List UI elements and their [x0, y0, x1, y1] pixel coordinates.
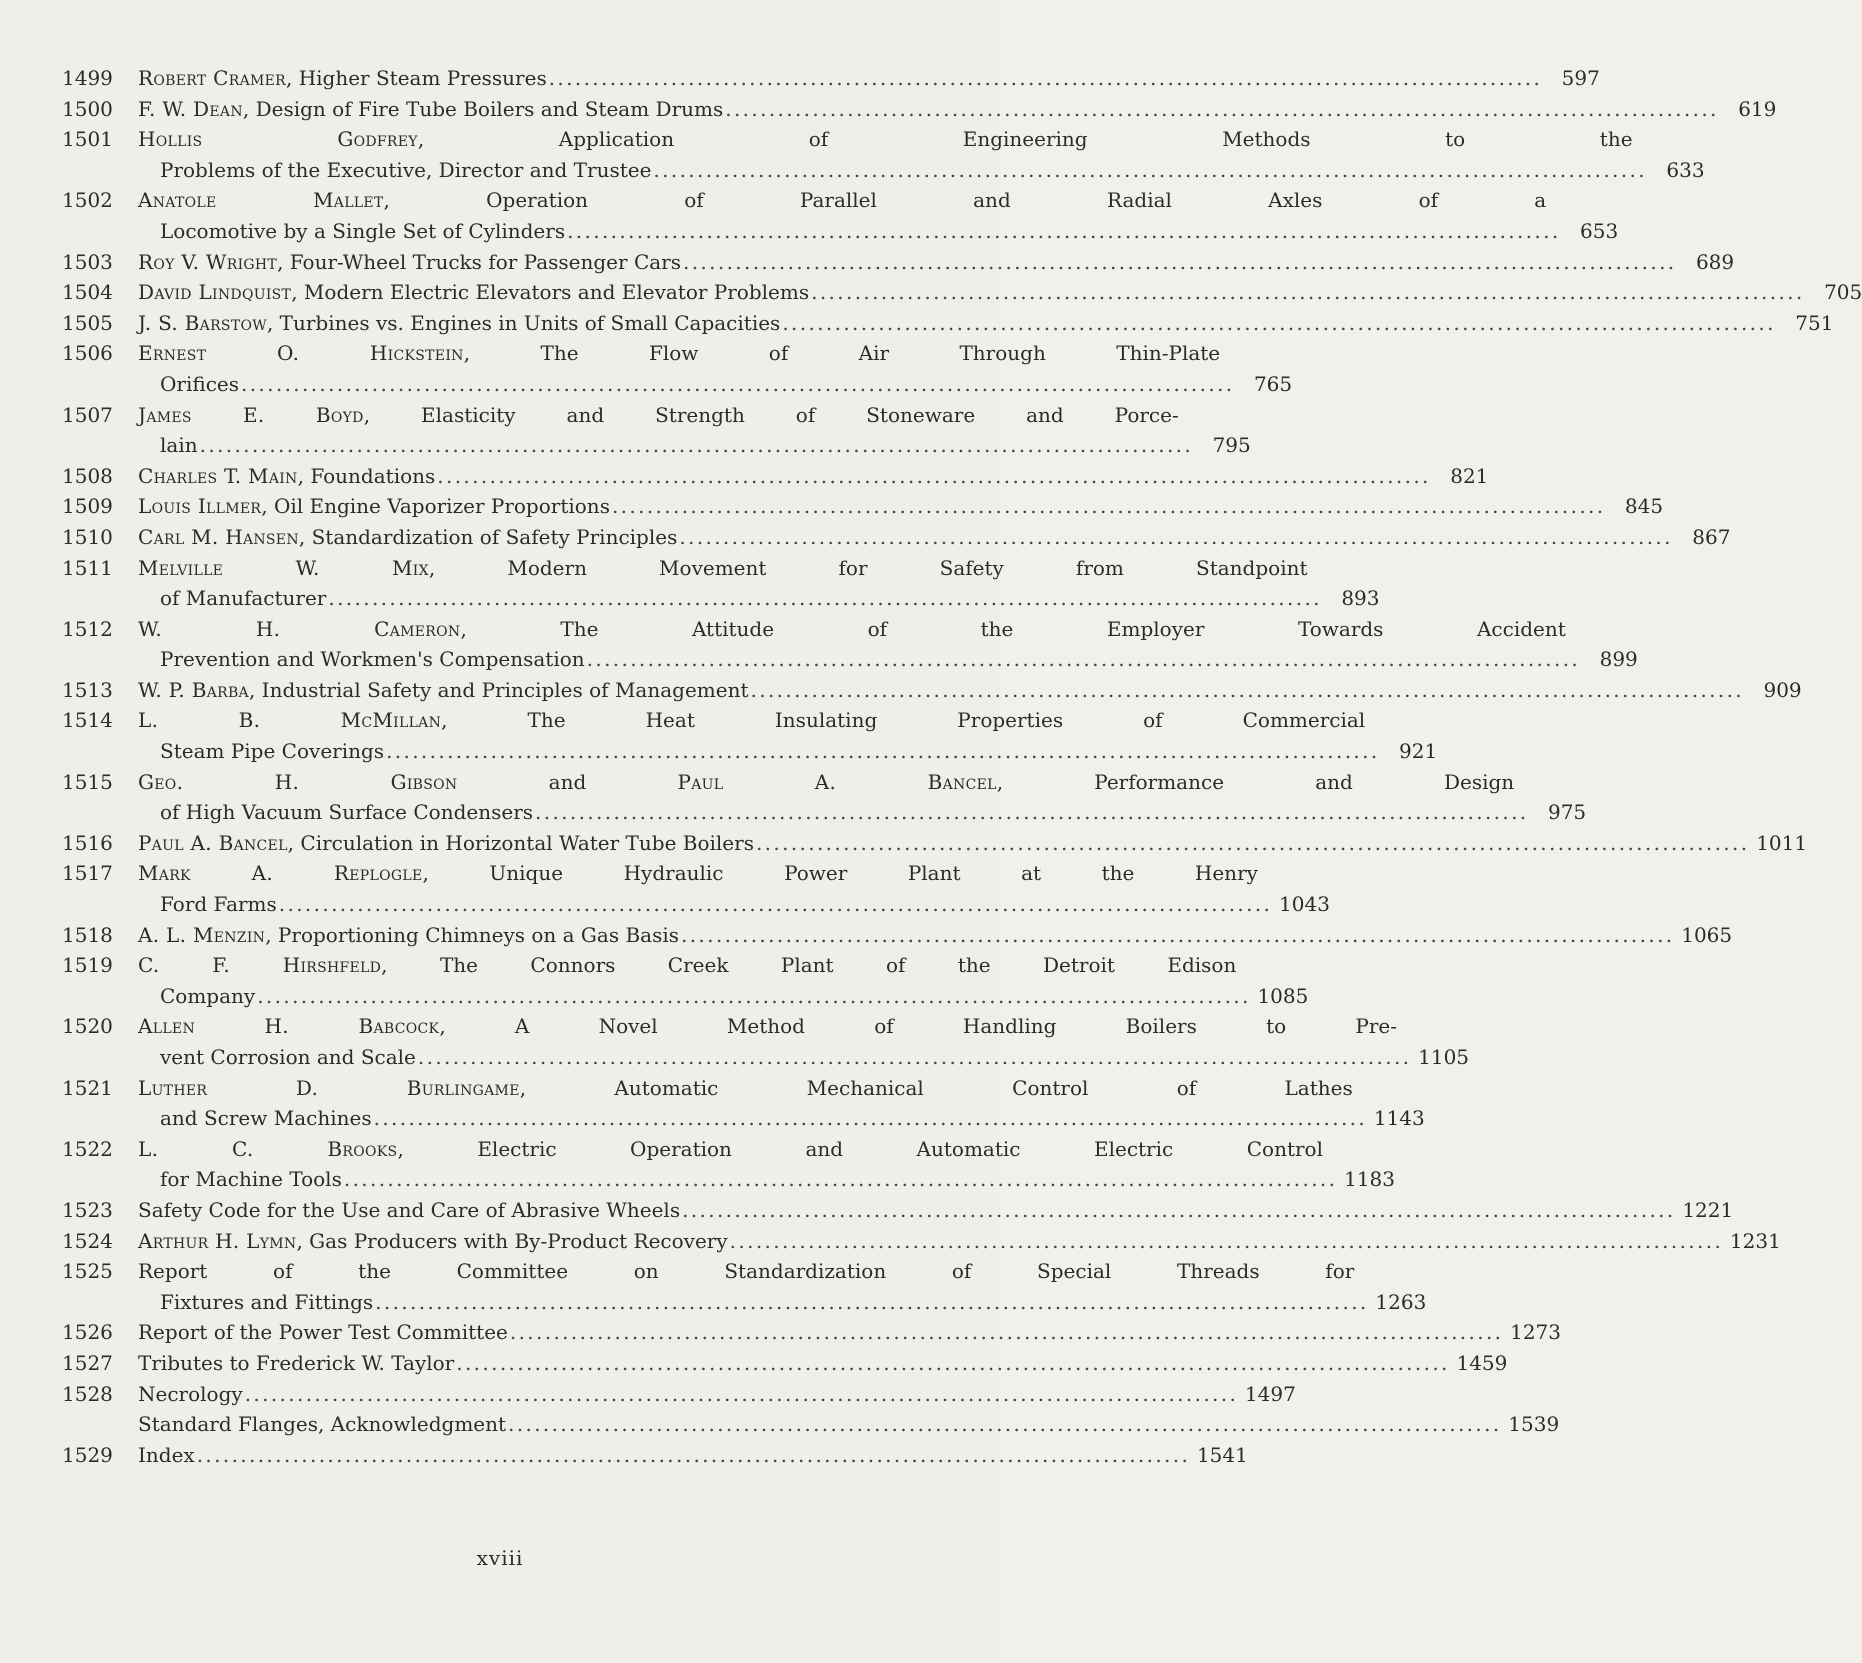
dot-leader — [510, 1317, 1499, 1348]
entry-title-line — [138, 1379, 1296, 1410]
entry-title-line — [138, 400, 1251, 431]
entry-title: for Machine Tools — [160, 1167, 342, 1192]
entry-title: , Modern Electric Elevators and Elevator Problems — [291, 280, 810, 305]
toc-entry — [62, 338, 1293, 399]
toc-entry — [62, 1011, 1470, 1072]
entry-number: 1507 — [62, 402, 113, 427]
entry-number: 1506 — [62, 341, 113, 366]
entry-body — [138, 705, 1437, 766]
entry-title-line — [138, 1317, 1561, 1348]
toc-entry — [62, 1226, 1781, 1257]
entry-body — [138, 858, 1330, 919]
toc-entry — [62, 277, 1862, 308]
toc-entry — [62, 920, 1733, 951]
entry-number: 1525 — [62, 1259, 113, 1284]
entry-number: 1505 — [62, 310, 113, 335]
toc-entry — [62, 1348, 1508, 1379]
dot-leader — [328, 583, 1317, 614]
entry-author: L. B. McMillan — [138, 708, 442, 733]
toc-entry — [62, 1409, 1560, 1440]
entry-page-number: 1143 — [1373, 1106, 1425, 1131]
toc-entry — [62, 675, 1802, 706]
entry-title: Steam Pipe Coverings — [160, 739, 385, 764]
entry-page-number: 1183 — [1344, 1167, 1395, 1192]
entry-body — [138, 553, 1380, 614]
dot-leader — [508, 1409, 1497, 1440]
entry-author: Mark A. Replogle — [138, 861, 423, 886]
toc-entry — [62, 767, 1587, 828]
entry-author: Ernest O. Hickstein — [138, 341, 464, 366]
entry-title: Index — [138, 1442, 195, 1467]
dot-leader — [375, 1287, 1364, 1318]
toc-entry — [62, 461, 1489, 492]
toc-entry — [62, 63, 1600, 94]
entry-number: 1519 — [62, 953, 113, 978]
entry-page-number: 597 — [1561, 66, 1600, 90]
entry-title-continuation — [138, 1164, 1395, 1195]
entry-title: Standard Flanges, Acknowledgment — [138, 1412, 507, 1437]
entry-number: 1529 — [62, 1442, 113, 1467]
entry-body — [138, 1195, 1733, 1226]
entry-number: 1527 — [62, 1350, 113, 1375]
entry-page-number: 821 — [1450, 463, 1489, 488]
toc-entry — [62, 400, 1251, 461]
entry-title: of Manufacturer — [160, 586, 327, 611]
entry-title: Safety Code for the Use and Care of Abrasive Wheels — [138, 1197, 681, 1222]
entry-title-line — [138, 858, 1330, 889]
entry-title-line — [138, 461, 1488, 492]
entry-page-number: 619 — [1738, 96, 1777, 121]
entry-body — [138, 1226, 1781, 1257]
entry-body — [138, 828, 1807, 859]
entry-title-line — [138, 1134, 1395, 1165]
entry-page-number: 867 — [1692, 524, 1731, 549]
entry-title: Orifices — [160, 371, 239, 396]
entry-title: Tributes to Frederick W. Taylor — [138, 1350, 455, 1375]
toc-entry — [62, 124, 1705, 185]
entry-page-number: 1105 — [1418, 1045, 1470, 1069]
entry-title: , Proportioning Chimneys on a Gas Basis — [265, 922, 679, 947]
toc-entry — [62, 858, 1330, 919]
dot-leader — [437, 461, 1426, 492]
entry-title: , The Attitude of the Employer Towards Accident — [460, 616, 1566, 641]
entry-title-continuation — [138, 216, 1618, 247]
entry-author: Louis Illmer — [138, 494, 262, 519]
entry-number: 1510 — [62, 524, 113, 549]
entry-title-line — [138, 705, 1437, 736]
dot-leader — [279, 889, 1268, 920]
dot-leader — [681, 920, 1670, 951]
entry-page-number: 1065 — [1681, 922, 1733, 947]
dot-leader — [374, 1103, 1363, 1134]
entry-title-line — [138, 767, 1586, 798]
entry-page-number: 689 — [1695, 249, 1735, 274]
entry-title: Locomotive by a Single Set of Cylinders — [160, 218, 566, 243]
entry-author: A. L. Menzin — [138, 922, 266, 947]
entry-title-line — [138, 675, 1802, 706]
entry-number: 1513 — [62, 677, 113, 702]
entry-title-line — [138, 1011, 1469, 1042]
toc-entry — [62, 614, 1638, 675]
entry-number: 1502 — [62, 188, 113, 213]
entry-title-line — [138, 277, 1862, 308]
entry-author: Arthur H. Lymn — [138, 1228, 297, 1253]
entry-body — [138, 1317, 1561, 1348]
entry-title-line — [138, 950, 1308, 981]
entry-page-number: 1085 — [1257, 983, 1309, 1008]
entry-author: W. P. Barba — [138, 677, 249, 702]
entry-title: , Automatic Mechanical Control of Lathes — [519, 1075, 1353, 1100]
entry-author: David Lindquist — [138, 280, 292, 305]
entry-author: Anatole Mallet — [138, 188, 384, 213]
toc-entry — [62, 247, 1735, 278]
toc-entry — [62, 94, 1777, 125]
entry-page-number: 1263 — [1375, 1289, 1427, 1314]
entry-body — [138, 1409, 1559, 1440]
dot-leader — [751, 675, 1740, 706]
entry-title-line — [138, 1440, 1248, 1471]
entry-title-line — [138, 124, 1705, 155]
entry-title-line — [138, 1348, 1507, 1379]
entry-page-number: 921 — [1399, 739, 1438, 764]
entry-title: and Screw Machines — [160, 1106, 372, 1131]
toc-entry — [62, 553, 1380, 614]
entry-title: , Circulation in Horizontal Water Tube Boilers — [287, 830, 754, 855]
entry-body — [138, 920, 1732, 951]
entry-title-continuation — [138, 644, 1638, 675]
dot-leader — [756, 828, 1745, 859]
entry-title: lain — [160, 433, 198, 458]
entry-body — [138, 94, 1776, 125]
entry-number: 1524 — [62, 1228, 113, 1253]
entry-title: , The Connors Creek Plant of the Detroit Edison — [381, 953, 1237, 978]
dot-leader — [653, 155, 1642, 186]
entry-number: 1500 — [62, 96, 113, 121]
entry-author: W. H. Cameron — [138, 616, 461, 641]
entry-number: 1516 — [62, 830, 113, 855]
entry-number: 1521 — [62, 1075, 113, 1100]
entry-title: , Four-Wheel Trucks for Passenger Cars — [277, 249, 681, 274]
dot-leader — [241, 369, 1230, 400]
entry-number: 1499 — [62, 66, 113, 90]
entry-number: 1518 — [62, 922, 113, 947]
entry-body — [138, 675, 1802, 706]
entry-body — [138, 63, 1600, 94]
toc-entry — [62, 1317, 1562, 1348]
entry-body — [138, 277, 1862, 308]
entry-title-line — [138, 185, 1618, 216]
entry-title-continuation — [138, 1103, 1425, 1134]
dot-leader — [782, 308, 1771, 339]
entry-page-number: 1539 — [1508, 1412, 1560, 1437]
entry-author: Charles T. Main — [138, 463, 298, 488]
entry-body — [138, 950, 1308, 1011]
dot-leader — [200, 430, 1189, 461]
entry-page-number: 1231 — [1729, 1228, 1781, 1253]
entry-title: , Standardization of Safety Principles — [298, 524, 678, 549]
toc-entry — [62, 522, 1731, 553]
toc-entry — [62, 828, 1808, 859]
entry-page-number: 795 — [1212, 433, 1251, 458]
entry-body — [138, 308, 1833, 339]
entry-page-number: 751 — [1795, 310, 1834, 335]
entry-number: 1509 — [62, 494, 113, 519]
dot-leader — [682, 1195, 1671, 1226]
entry-body — [138, 1379, 1296, 1410]
entry-page-number: 653 — [1580, 218, 1619, 243]
dot-leader — [257, 981, 1246, 1012]
entry-title-continuation — [138, 981, 1308, 1012]
dot-leader — [197, 1440, 1186, 1471]
entry-title-line — [138, 247, 1734, 278]
entry-body — [138, 185, 1618, 246]
entry-title: , Performance and Design — [996, 769, 1515, 794]
entry-number: 1520 — [62, 1014, 113, 1039]
dot-leader — [612, 491, 1601, 522]
dot-leader — [549, 63, 1538, 94]
entry-title-line — [138, 491, 1663, 522]
dot-leader — [386, 736, 1375, 767]
dot-leader — [587, 644, 1576, 675]
entry-title-line — [138, 614, 1638, 645]
entry-title-line — [138, 920, 1732, 951]
entry-title-line — [138, 63, 1600, 94]
entry-number: 1512 — [62, 616, 113, 641]
entry-author: Melville W. Mix — [138, 555, 429, 580]
entry-title: , Unique Hydraulic Power Plant at the Henry — [422, 861, 1258, 886]
entry-title: Problems of the Executive, Director and Trustee — [160, 157, 652, 182]
entry-title: , Foundations — [297, 463, 436, 488]
entry-title-line — [138, 553, 1380, 584]
entry-page-number: 1011 — [1756, 830, 1808, 855]
entry-author: Carl M. Hansen — [138, 524, 299, 549]
entry-number: 1511 — [62, 555, 113, 580]
entry-number: 1528 — [62, 1381, 113, 1406]
entry-title-line — [138, 1256, 1426, 1287]
entry-page-number: 909 — [1763, 677, 1802, 702]
entry-number: 1522 — [62, 1136, 113, 1161]
entry-title-line — [138, 1073, 1425, 1104]
toc-entry — [62, 1195, 1734, 1226]
entry-number: 1517 — [62, 861, 113, 886]
entry-body — [138, 491, 1663, 522]
page-number: xviii — [476, 1546, 524, 1570]
entry-page-number: 893 — [1341, 586, 1380, 611]
entry-author: J. S. Barstow — [138, 310, 267, 335]
entry-title-continuation — [138, 369, 1292, 400]
entry-author: Allen H. Babcock — [138, 1014, 440, 1039]
entry-page-number: 975 — [1547, 800, 1587, 825]
entry-author: Luther D. Burlingame — [138, 1075, 520, 1100]
entry-number: 1504 — [62, 280, 113, 305]
entry-author: C. F. Hirshfeld — [138, 953, 382, 978]
dot-leader — [725, 94, 1714, 125]
entry-body — [138, 1256, 1426, 1317]
toc-entry — [62, 185, 1619, 246]
entry-title-continuation — [138, 430, 1251, 461]
entry-title: Fixtures and Fittings — [160, 1289, 374, 1314]
entry-title: , Operation of Parallel and Radial Axles of a — [383, 188, 1547, 213]
dot-leader — [567, 216, 1556, 247]
entry-author: L. C. Brooks — [138, 1136, 398, 1161]
entry-page-number: 845 — [1624, 494, 1664, 519]
entry-title: Report of the Power Test Committee — [138, 1320, 508, 1345]
entry-page-number: 1043 — [1279, 892, 1330, 917]
entry-title-continuation — [138, 583, 1380, 614]
entry-title: Report of the Committee on Standardization of Special Threads for — [138, 1259, 1355, 1284]
entry-author: Robert Cramer — [138, 66, 286, 90]
entry-title-line — [138, 308, 1833, 339]
toc-entry — [62, 1379, 1296, 1410]
entry-title: Company — [160, 983, 256, 1008]
entry-author: F. W. Dean — [138, 96, 243, 121]
entry-body — [138, 522, 1730, 553]
entry-number: 1503 — [62, 249, 113, 274]
dot-leader — [418, 1042, 1407, 1073]
dot-leader — [456, 1348, 1445, 1379]
entry-page-number: 705 — [1824, 280, 1862, 305]
entry-title-line — [138, 522, 1730, 553]
entry-title: , Elasticity and Strength of Stoneware and Porce- — [363, 402, 1179, 427]
entry-body — [138, 767, 1586, 828]
entry-title: , Oil Engine Vaporizer Proportions — [261, 494, 610, 519]
toc-entry — [62, 308, 1834, 339]
entry-title-line — [138, 828, 1807, 859]
entry-page-number: 899 — [1599, 647, 1638, 672]
entry-title: Ford Farms — [160, 892, 277, 917]
entry-body — [138, 1073, 1425, 1134]
entry-title: Prevention and Workmen's Compensation — [160, 647, 585, 672]
entry-title-line — [138, 1226, 1781, 1257]
entry-body — [138, 247, 1734, 278]
entry-title: , Modern Movement for Safety from Standpoint — [428, 555, 1308, 580]
entry-title-continuation — [138, 889, 1330, 920]
entry-title: vent Corrosion and Scale — [160, 1045, 416, 1069]
toc-entry — [62, 491, 1664, 522]
dot-leader — [811, 277, 1800, 308]
entry-page-number: 633 — [1666, 157, 1705, 182]
dot-leader — [344, 1164, 1333, 1195]
entry-title: , The Flow of Air Through Thin-Plate — [463, 341, 1221, 366]
entry-author: Hollis Godfrey — [138, 127, 418, 152]
dot-leader — [535, 797, 1524, 828]
toc-entry — [62, 1073, 1425, 1134]
entry-number: 1526 — [62, 1320, 113, 1345]
toc-entry — [62, 1256, 1427, 1317]
entry-number — [62, 1409, 138, 1440]
entry-title: , Higher Steam Pressures — [285, 66, 547, 90]
entry-title-line — [138, 94, 1776, 125]
entry-title: , Turbines vs. Engines in Units of Small Capacities — [266, 310, 781, 335]
entry-title-continuation — [138, 797, 1586, 828]
entry-author: James E. Boyd — [138, 402, 364, 427]
entry-body — [138, 400, 1251, 461]
entry-number: 1501 — [62, 127, 113, 152]
entry-title-line — [138, 338, 1292, 369]
entry-page-number: 1541 — [1196, 1442, 1248, 1467]
entry-title-line — [138, 1195, 1733, 1226]
entry-number: 1514 — [62, 708, 113, 733]
entry-author: Paul A. Bancel — [677, 769, 997, 794]
entry-author: Paul A. Bancel — [138, 830, 288, 855]
toc-entry — [62, 1440, 1248, 1471]
toc-entry — [62, 1134, 1395, 1195]
entry-title-continuation — [138, 1287, 1426, 1318]
dot-leader — [683, 247, 1672, 278]
entry-body — [138, 124, 1705, 185]
table-of-contents — [62, 63, 1862, 1470]
entry-page-number: 1459 — [1456, 1350, 1508, 1375]
entry-title: , Gas Producers with By-Product Recovery — [296, 1228, 728, 1253]
entry-title: of High Vacuum Surface Condensers — [160, 800, 534, 825]
entry-title-continuation — [138, 155, 1705, 186]
entry-body — [138, 1348, 1507, 1379]
entry-title-continuation — [138, 1042, 1469, 1073]
entry-page-number: 765 — [1253, 371, 1293, 396]
entry-title: , The Heat Insulating Properties of Commercial — [441, 708, 1366, 733]
entry-number: 1508 — [62, 463, 113, 488]
entry-title: Necrology — [138, 1381, 243, 1406]
entry-title-line — [138, 1409, 1559, 1440]
entry-title: , A Novel Method of Handling Boilers to Pre- — [439, 1014, 1398, 1039]
toc-entry — [62, 705, 1438, 766]
entry-body — [138, 614, 1638, 675]
entry-page-number: 1221 — [1682, 1197, 1734, 1222]
entry-body — [138, 338, 1292, 399]
entry-body — [138, 461, 1488, 492]
entry-title: , Electric Operation and Automatic Electric Control — [397, 1136, 1323, 1161]
dot-leader — [730, 1226, 1719, 1257]
entry-page-number: 1273 — [1510, 1320, 1562, 1345]
entry-number: 1515 — [62, 769, 113, 794]
entry-number: 1523 — [62, 1197, 113, 1222]
entry-author: Geo. H. Gibson — [138, 769, 458, 794]
entry-body — [138, 1011, 1469, 1072]
dot-leader — [245, 1379, 1234, 1410]
entry-author: Roy V. Wright — [138, 249, 278, 274]
entry-title: , Industrial Safety and Principles of Management — [248, 677, 749, 702]
dot-leader — [679, 522, 1668, 553]
entry-page-number: 1497 — [1244, 1381, 1296, 1406]
entry-title: , Design of Fire Tube Boilers and Steam Drums — [242, 96, 724, 121]
entry-body — [138, 1134, 1395, 1195]
author-conjunction: and — [457, 769, 678, 794]
entry-title: , Application of Engineering Methods to the — [417, 127, 1633, 152]
entry-body — [138, 1440, 1248, 1471]
entry-title-continuation — [138, 736, 1437, 767]
toc-entry — [62, 950, 1309, 1011]
